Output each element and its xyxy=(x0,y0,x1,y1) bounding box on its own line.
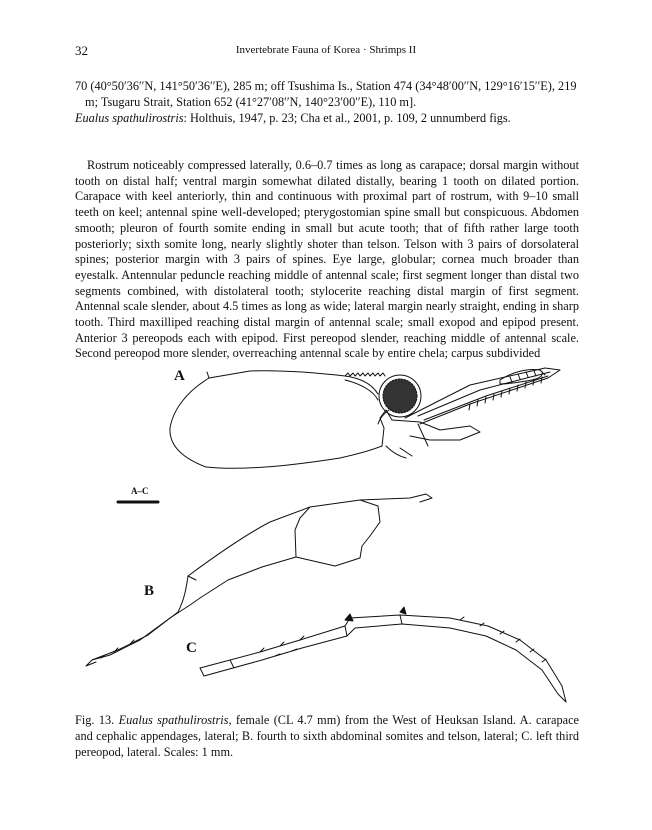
page-number: 32 xyxy=(75,43,88,58)
figure-number: Fig. 13. xyxy=(75,713,115,727)
running-header: Invertebrate Fauna of Korea · Shrimps II xyxy=(235,44,417,56)
reference-line xyxy=(75,110,579,126)
species-name: Eualus spathulirostris xyxy=(75,111,184,125)
reference-text: : Holthuis, 1947, p. 23; Cha et al., 2001, p. 109, 2 unnumberd figs. xyxy=(183,111,511,125)
figure-illustration xyxy=(0,355,652,705)
figure-label-c: C xyxy=(186,640,197,656)
eye-drawing xyxy=(378,375,421,424)
abdomen-drawing xyxy=(86,494,432,666)
pereopod-drawing xyxy=(200,607,566,702)
caption-text: , female (CL 4.7 mm) from the West of Heuksan Island. A. carapace and cephalic appendages, lateral; B. fourth to sixth abdominal somites and telson, lateral; C. left third pereopod, lateral. Scales: 1 mm. xyxy=(75,713,579,759)
figure-label-a: A xyxy=(174,368,185,384)
description-paragraph: Rostrum noticeably compressed laterally, 0.6–0.7 times as long as carapace; dorsal margin without tooth on distal half; ventral margin somewhat dilated distally, bearing 1 tooth on dilated portion. Carapace with keel anteriorly, thin and continuous with proximal part of rostrum, with 9–10 small teeth on keel; antennal spine well-developed; pterygostomian spine small but conspicuous. Abdomen smooth; pleuron of fourth somite ending in small but acute tooth; that of fifth rather large tooth posteriorly; sixth somite long, nearly slightly shoter than telson. Telson with 3 pairs of dorsolateral spines; posterior margin with 3 pairs of spines. Eye large, globular; cornea much broader than eyestalk. Antennular peduncle reaching middle of antennal scale; first segment longer than distal two segments combined, with distolateral tooth; stylocerite reaching distal margin of first segment. Antennal scale slender, about 4.5 times as long as wide; lateral margin nearly straight, ending in sharp tooth. Third maxilliped reaching distal margin of antennal scale; small exopod and epipod present. Anterior 3 pereopods each with epipod. First pereopod slender, reaching middle of antennal scale. Second pereopod more slender, overreaching antennal scale by entire chela; carpus subdivided xyxy=(75,158,579,361)
scale-label: A–C xyxy=(131,486,149,496)
figure-label-b: B xyxy=(144,583,155,599)
figure-caption xyxy=(75,712,579,760)
carapace-drawing xyxy=(170,368,560,468)
caption-species: Eualus spathulirostris xyxy=(118,713,229,727)
reference-line: 70 (40°50′36′′N, 141°50′36′′E), 285 m; off Tsushima Is., Station 474 (34°48′00′′N, 129°16′15′′E), 219 m; Tsugaru Strait, Station 652 (41°27′08′′N, 140°23′00′′E), 110 m]. xyxy=(75,79,577,109)
references-block xyxy=(75,78,579,126)
